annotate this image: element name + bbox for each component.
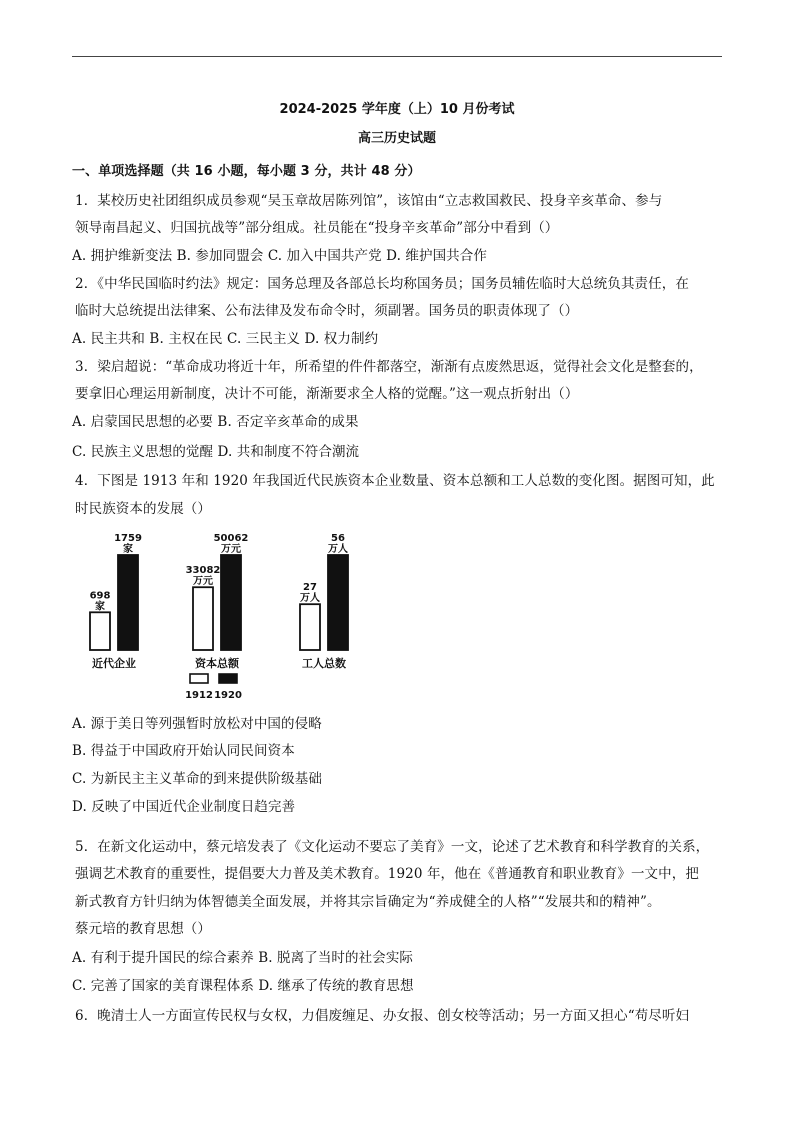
q1-options: A. 拥护维新变法 B. 参加同盟会 C. 加入中国共产党 D. 维护国共合作 [72,248,487,264]
q4-option-b: B. 得益于中国政府开始认同民间资本 [72,743,295,759]
bar-unit-label: 万元 [221,544,241,555]
bar-unit-label: 家 [123,544,133,555]
q4-line-2: 时民族资本的发展（） [75,501,211,517]
q4-line-1: 4．下图是 1913 年和 1920 年我国近代民族资本企业数量、资本总额和工人总数的变化图。据图可知，此 [75,473,715,489]
q4-option-a: A. 源于美日等列强暂时放松对中国的侵略 [72,716,322,732]
q3-options-1: A. 启蒙国民思想的必要 B. 否定辛亥革命的成果 [72,414,359,430]
legend-swatch-1920 [219,674,237,683]
q3-line-1: 3．梁启超说：“革命成功将近十年，所希望的件件都落空，渐渐有点废然思返，觉得社会文化是整套的， [75,359,703,375]
category-label: 近代企业 [92,657,136,670]
q5-line-4: 蔡元培的教育思想（） [75,921,211,937]
bar-value-label: 698 [89,590,111,602]
bar-1912-1 [193,587,213,650]
legend-swatch-1912 [190,674,208,683]
q5-options-2: C. 完善了国家的美育课程体系 D. 继承了传统的教育思想 [72,978,414,994]
bar-1920-2 [328,555,348,650]
bar-1912-2 [300,604,320,650]
section-heading: 一、单项选择题（共 16 小题，每小题 3 分，共计 48 分） [72,164,421,179]
bar-value-label: 33082 [185,565,221,577]
bar-value-label: 50062 [213,533,249,544]
bar-unit-label: 家 [95,601,105,613]
bar-unit-label: 万人 [328,544,348,555]
bar-1912-0 [90,612,110,650]
q5-line-2: 强调艺术教育的重要性，提倡要大力普及美术教育。1920 年，他在《普通教育和职业教育》一文中，把 [75,866,699,882]
q2-line-1: 2．《中华民国临时约法》规定：国务总理及各部总长均称国务员；国务员辅佐临时大总统负其责任，在 [75,276,689,292]
q3-line-2: 要拿旧心理运用新制度，决计不可能，渐渐要求全人格的觉醒。”这一观点折射出（） [75,386,579,402]
bar-value-label: 27 [303,582,317,594]
exam-title: 2024-2025 学年度（上）10 月份考试 [279,102,515,117]
bar-value-label: 1759 [114,533,142,544]
category-label: 工人总数 [302,657,346,670]
bar-unit-label: 万人 [300,593,320,605]
legend-label-1920: 1920 [214,690,242,701]
q2-line-2: 临时大总统提出法律案、公布法律及发布命令时，须副署。国务员的职责体现了（） [75,303,579,319]
q1-line-2: 领导南昌起义、归国抗战等”部分组成。社员能在“投身辛亥革命”部分中看到（） [75,220,559,236]
category-label: 资本总额 [195,657,239,670]
q2-options: A. 民主共和 B. 主权在民 C. 三民主义 D. 权力制约 [72,331,379,347]
q4-option-c: C. 为新民主主义革命的到来提供阶级基础 [72,771,322,787]
q1-line-1: 1．某校历史社团组织成员参观“吴玉章故居陈列馆”，该馆由“立志救国救民、投身辛亥革命、参与 [75,193,663,209]
bar-1920-0 [118,555,138,650]
bar-value-label: 56 [331,533,345,544]
bar-unit-label: 万元 [193,576,213,588]
q4-option-d: D. 反映了中国近代企业制度日趋完善 [72,799,296,815]
q3-options-2: C. 民族主义思想的觉醒 D. 共和制度不符合潮流 [72,444,360,460]
header-rule [72,56,722,57]
q5-options-1: A. 有利于提升国民的综合素养 B. 脱离了当时的社会实际 [72,950,414,966]
bar-1920-1 [221,555,241,650]
q4-bar-chart [80,528,380,703]
q5-line-1: 5．在新文化运动中，蔡元培发表了《文化运动不要忘了美育》一文，论述了艺术教育和科学教育的关系， [75,839,710,855]
legend-label-1912: 1912 [185,690,213,701]
exam-subtitle: 高三历史试题 [357,131,436,146]
q5-line-3: 新式教育方针归纳为体智德美全面发展，并将其宗旨确定为“养成健全的人格”“发展共和的精神”。 [75,894,661,910]
q6-line-1: 6．晚清士人一方面宣传民权与女权，力倡废缠足、办女报、创女校等活动；另一方面又担心“苟尽听妇 [75,1008,690,1024]
